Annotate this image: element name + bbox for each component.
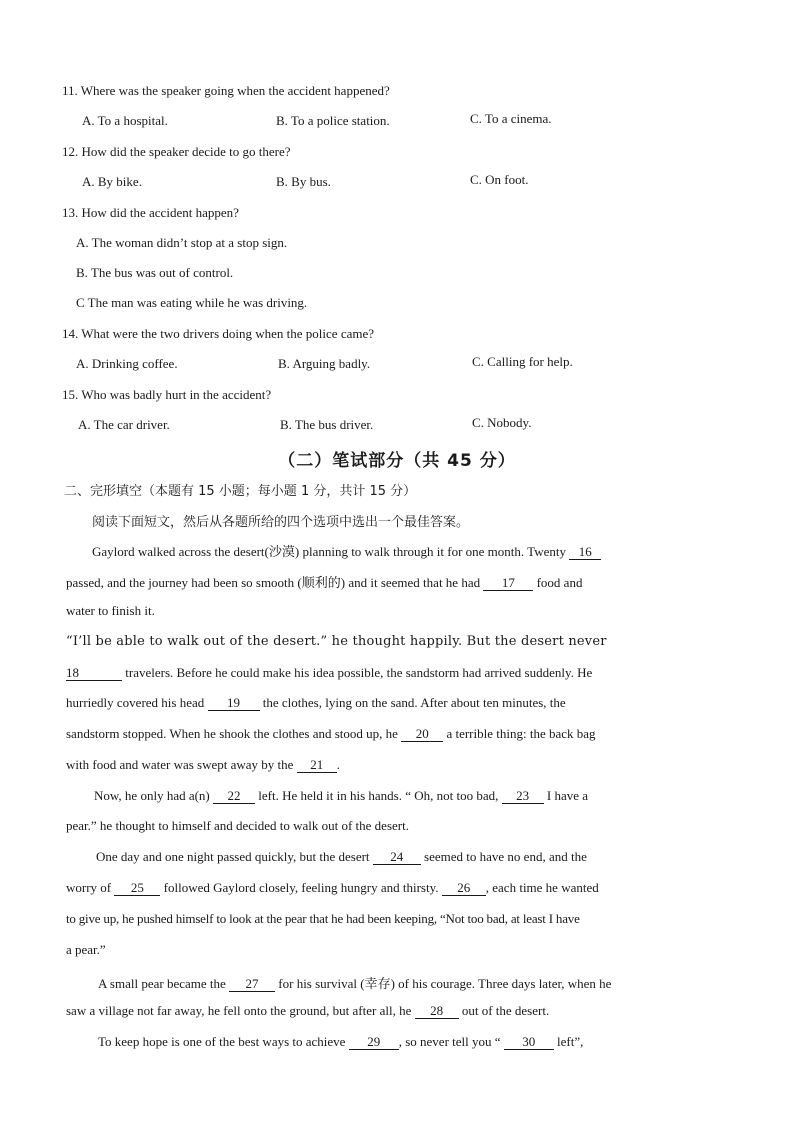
blank-19: 19 — [208, 696, 260, 711]
question-11: 11. Where was the speaker going when the accident happened? — [62, 83, 390, 98]
blank-22: 22 — [213, 789, 255, 804]
blank-21: 21 — [297, 758, 337, 773]
blank-25: 25 — [114, 881, 160, 896]
passage-line-10: pear.” he thought to himself and decided to walk out of the desert. — [66, 818, 409, 833]
passage-line-5: 18 travelers. Before he could make his idea possible, the sandstorm had arrived suddenly. He — [66, 665, 593, 680]
passage-line-2: passed, and the journey had been so smooth (顺利的) and it seemed that he had 17 food and — [66, 575, 583, 590]
passage-line-4: “I’ll be able to walk out of the desert.” he thought happily. But the desert never — [66, 634, 607, 649]
blank-16: 16 — [569, 545, 601, 560]
passage-line-14: a pear.” — [66, 942, 106, 957]
option-14b: B. Arguing badly. — [278, 356, 371, 371]
passage-line-16: saw a village not far away, he fell onto the ground, but after all, he 28 out of the desert. — [66, 1003, 550, 1018]
option-13c: C The man was eating while he was driving. — [76, 295, 308, 310]
option-15c: C. Nobody. — [472, 415, 532, 430]
option-11b: B. To a police station. — [276, 113, 390, 128]
passage-line-11: One day and one night passed quickly, but the desert 24 seemed to have no end, and the — [96, 849, 587, 864]
question-13: 13. How did the accident happen? — [62, 205, 239, 220]
passage-line-1: Gaylord walked across the desert(沙漠) planning to walk through it for one month. Twenty 16 — [92, 541, 656, 560]
option-12c: C. On foot. — [470, 172, 529, 187]
blank-26: 26 — [442, 881, 486, 896]
blank-30: 30 — [504, 1035, 554, 1050]
option-14c: C. Calling for help. — [472, 354, 573, 369]
blank-27: 27 — [229, 977, 275, 992]
question-12: 12. How did the speaker decide to go there? — [62, 144, 291, 159]
blank-29: 29 — [349, 1035, 399, 1050]
option-15b: B. The bus driver. — [280, 417, 374, 432]
blank-18: 18 — [66, 666, 122, 681]
option-15a: A. The car driver. — [78, 417, 170, 432]
option-12a: A. By bike. — [82, 174, 142, 189]
blank-17: 17 — [483, 576, 533, 591]
blank-24: 24 — [373, 850, 421, 865]
option-11c: C. To a cinema. — [470, 111, 552, 126]
passage-line-6: hurriedly covered his head 19 the clothes, lying on the sand. After about ten minutes, the — [66, 695, 566, 710]
option-13b: B. The bus was out of control. — [76, 265, 234, 280]
blank-23: 23 — [502, 789, 544, 804]
passage-line-15: A small pear became the 27 for his survival (幸存) of his courage. Three days later, when he — [98, 976, 612, 991]
question-14: 14. What were the two drivers doing when the police came? — [62, 326, 375, 341]
passage-line-3: water to finish it. — [66, 603, 155, 618]
option-12b: B. By bus. — [276, 174, 331, 189]
option-11a: A. To a hospital. — [82, 113, 168, 128]
question-15: 15. Who was badly hurt in the accident? — [62, 387, 272, 402]
option-13a: A. The woman didn’t stop at a stop sign. — [76, 235, 288, 250]
part-heading: 二、完形填空（本题有 15 小题；每小题 1 分，共计 15 分） — [64, 484, 417, 499]
option-14a: A. Drinking coffee. — [76, 356, 178, 371]
section-title: （二）笔试部分（共 45 分） — [278, 451, 516, 471]
passage-line-13: to give up, he pushed himself to look at the pear that he had been keeping, “Not too bad, at least I have — [66, 911, 580, 926]
passage-line-8: with food and water was swept away by the 21 . — [66, 757, 340, 772]
passage-line-9: Now, he only had a(n) 22 left. He held it in his hands. “ Oh, not too bad, 23 I have a — [94, 788, 589, 803]
passage-line-7: sandstorm stopped. When he shook the clothes and stood up, he 20 a terrible thing: the back bag — [66, 726, 596, 741]
passage-line-12: worry of 25 followed Gaylord closely, feeling hungry and thirsty. 26 , each time he wanted — [66, 880, 599, 895]
blank-20: 20 — [401, 727, 443, 742]
passage-line-17: To keep hope is one of the best ways to achieve 29 , so never tell you “ 30 left”, — [98, 1034, 584, 1049]
instruction: 阅读下面短文，然后从各题所给的四个选项中选出一个最佳答案。 — [92, 515, 470, 530]
blank-28: 28 — [415, 1004, 459, 1019]
